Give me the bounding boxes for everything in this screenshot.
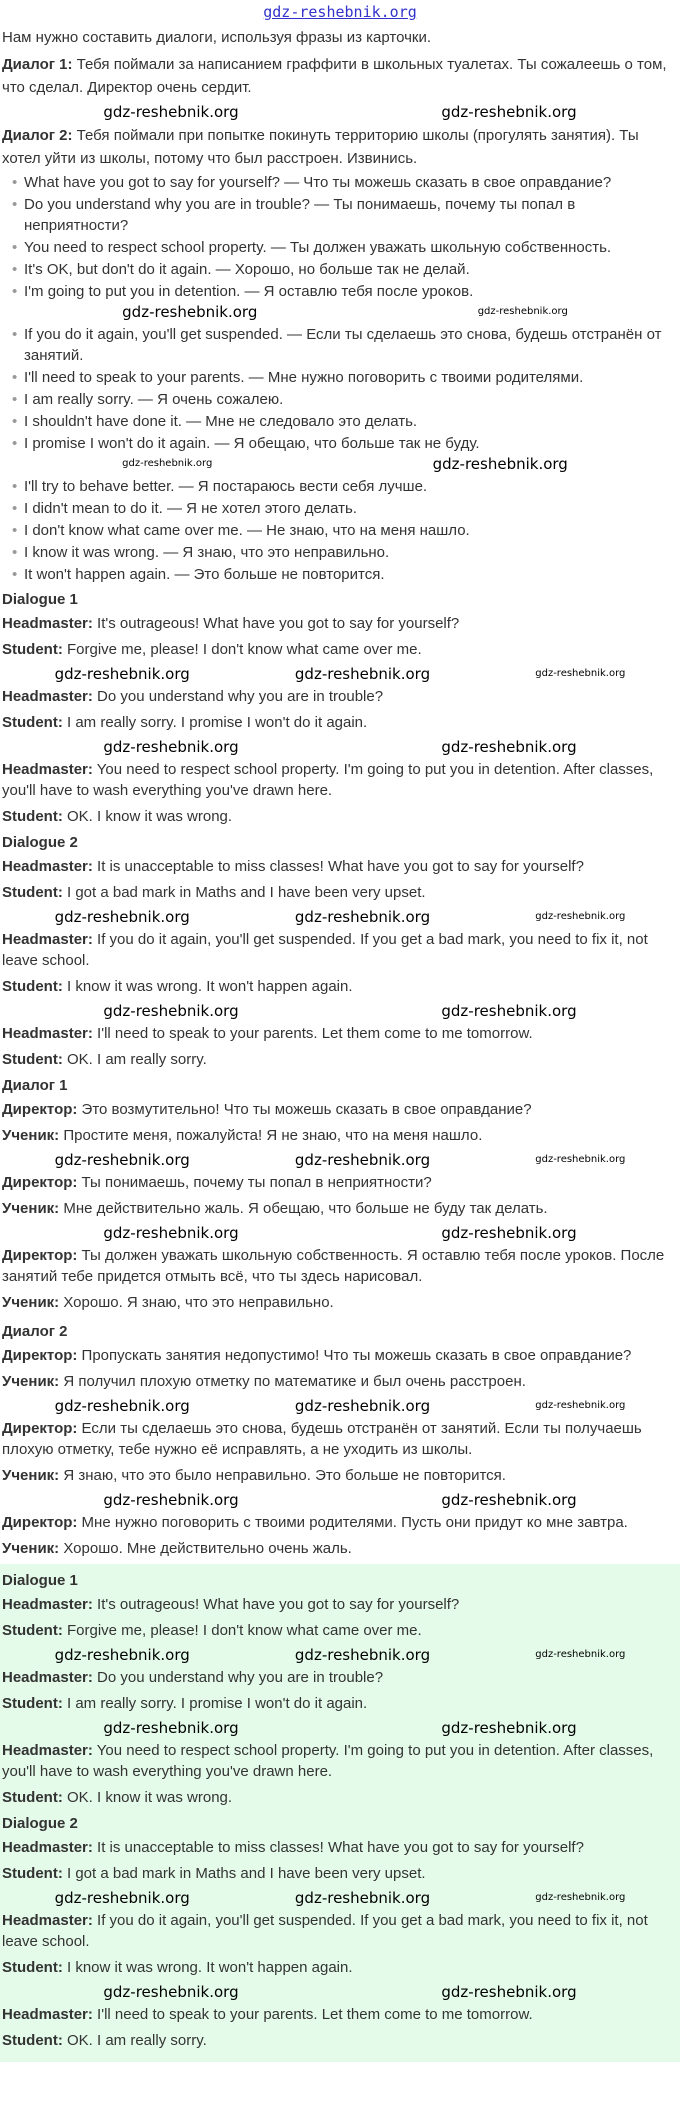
speech: Хорошо. Мне действительно очень жаль.: [59, 1540, 352, 1557]
speaker: Директор:: [2, 1247, 78, 1264]
dialogue-line: [2, 1418, 678, 1460]
dialogue-line: [2, 1740, 678, 1782]
watermark: gdz-reshebnik.org: [103, 1719, 239, 1737]
speaker: Headmaster:: [2, 2006, 93, 2023]
dialogue-line: [2, 882, 678, 903]
speaker: Headmaster:: [2, 1912, 93, 1929]
watermark: gdz-reshebnik.org: [54, 1646, 190, 1664]
dialogue-line: [2, 1245, 678, 1287]
dialogue-line: [2, 1837, 678, 1858]
watermark-row: [2, 1983, 678, 2001]
phrase-item: • I'll need to speak to your parents. — Мне нужно поговорить с твоими родителями.: [12, 367, 678, 388]
watermark: gdz-reshebnik.org: [535, 1154, 626, 1165]
speech: OK. I know it was wrong.: [62, 1789, 233, 1806]
watermark: gdz-reshebnik.org: [441, 738, 577, 756]
watermark: gdz-reshebnik.org: [294, 665, 431, 683]
watermark-row: [2, 1719, 678, 1737]
phrase-item: • Do you understand why you are in trouble? — Ты понимаешь, почему ты попал в неприятности?: [12, 194, 678, 236]
phrase-item: • What have you got to say for yourself? — Что ты можешь сказать в свое оправдание?: [12, 172, 678, 193]
task-2-text: Тебя поймали при попытке покинуть территорию школы (прогулять занятия). Ты хотел уйти из школы, потому что был расстроен. Извинись.: [2, 127, 639, 167]
watermark: gdz-reshebnik.org: [432, 455, 568, 473]
dialogue-title: Диалог 1: [2, 1077, 68, 1094]
watermark: gdz-reshebnik.org: [441, 1224, 577, 1242]
speaker: Ученик:: [2, 1200, 60, 1217]
speech: OK. I am really sorry.: [62, 1051, 207, 1068]
speech: I know it was wrong. It won't happen again.: [62, 1959, 353, 1976]
speaker: Student:: [2, 978, 63, 995]
speaker: Student:: [2, 714, 63, 731]
watermark-row-item: [12, 455, 678, 473]
speech: Do you understand why you are in trouble?: [92, 688, 384, 705]
task-1-text: Тебя поймали за написанием граффити в школьных туалетах. Ты сожалеешь о том, что сделал. Директор очень сердит.: [2, 56, 667, 96]
watermark: gdz-reshebnik.org: [54, 908, 190, 926]
watermark-row: [2, 103, 678, 121]
speech: You need to respect school property. I'm going to put you in detention. After classes, you'll have to wash everything you've drawn here.: [2, 761, 654, 799]
speech: Простите меня, пожалуйста! Я не знаю, что на меня нашло.: [59, 1127, 483, 1144]
watermark: gdz-reshebnik.org: [477, 306, 568, 317]
watermark: gdz-reshebnik.org: [441, 1983, 577, 2001]
phrase-item: • I promise I won't do it again. — Я обещаю, что больше так не буду.: [12, 433, 678, 454]
dialogue-line: [2, 613, 678, 634]
phrase-item: • I am really sorry. — Я очень сожалею.: [12, 389, 678, 410]
phrase-item: • I know it was wrong. — Я знаю, что это неправильно.: [12, 542, 678, 563]
watermark: gdz-reshebnik.org: [103, 1224, 239, 1242]
speech: You need to respect school property. I'm going to put you in detention. After classes, you'll have to wash everything you've drawn here.: [2, 1742, 654, 1780]
dialogue-line: [2, 1787, 678, 1808]
speech: I'll need to speak to your parents. Let them come to me tomorrow.: [92, 2006, 533, 2023]
speaker: Ученик:: [2, 1373, 60, 1390]
speech: Мне нужно поговорить с твоими родителями. Пусть они придут ко мне завтра.: [77, 1514, 628, 1531]
task-2-label: Диалог 2:: [2, 127, 73, 144]
speech: Это возмутительно! Что ты можешь сказать в свое оправдание?: [77, 1101, 532, 1118]
speech: I got a bad mark in Maths and I have been very upset.: [62, 884, 426, 901]
content: [0, 22, 680, 2062]
phrase-item: • It's OK, but don't do it again. — Хорошо, но больше так не делай.: [12, 259, 678, 280]
watermark-row: [2, 665, 678, 683]
phrase-item: • I don't know what came over me. — Не знаю, что на меня нашло.: [12, 520, 678, 541]
speaker: Ученик:: [2, 1127, 60, 1144]
dialogue-line: [2, 1910, 678, 1952]
watermark-row: [2, 1491, 678, 1509]
dialogue-line: [2, 1465, 678, 1486]
speech: OK. I am really sorry.: [62, 2032, 207, 2049]
speaker: Headmaster:: [2, 1742, 93, 1759]
watermark: gdz-reshebnik.org: [441, 1719, 577, 1737]
watermark: gdz-reshebnik.org: [294, 1397, 431, 1415]
dialogue-title: Dialogue 1: [2, 1572, 78, 1589]
speech: It is unacceptable to miss classes! What have you got to say for yourself?: [92, 858, 584, 875]
dialogue-line: [2, 1172, 678, 1193]
dialogue-line: [2, 1620, 678, 1641]
dialogue-line: [2, 976, 678, 997]
watermark: gdz-reshebnik.org: [103, 103, 239, 121]
speaker: Student:: [2, 1789, 63, 1806]
watermark-row: [2, 1646, 678, 1664]
speaker: Ученик:: [2, 1540, 60, 1557]
speech: Я получил плохую отметку по математике и был очень расстроен.: [59, 1373, 526, 1390]
phrase-item: • If you do it again, you'll get suspended. — Если ты сделаешь это снова, будешь отстранён от занятий.: [12, 324, 678, 366]
speaker: Директор:: [2, 1101, 78, 1118]
watermark-row-item: [12, 303, 678, 321]
phrase-item: • I shouldn't have done it. — Мне не следовало это делать.: [12, 411, 678, 432]
dialogue-line: [2, 2004, 678, 2025]
watermark-row: [2, 908, 678, 926]
intro: Нам нужно составить диалоги, используя фразы из карточки.: [2, 29, 432, 46]
speech: It is unacceptable to miss classes! What have you got to say for yourself?: [92, 1839, 584, 1856]
speaker: Headmaster:: [2, 858, 93, 875]
speech: Ты должен уважать школьную собственность. Я оставлю тебя после уроков. После занятий тебе придется отмыть всё, что ты здесь нарисовал.: [2, 1247, 665, 1285]
dialogue-line: [2, 759, 678, 801]
speech: I am really sorry. I promise I won't do it again.: [62, 714, 368, 731]
task-2: [2, 124, 678, 170]
speech: If you do it again, you'll get suspended. If you get a bad mark, you need to fix it, not leave school.: [2, 931, 648, 969]
speech: If you do it again, you'll get suspended. If you get a bad mark, you need to fix it, not leave school.: [2, 1912, 648, 1950]
watermark: gdz-reshebnik.org: [54, 1397, 190, 1415]
watermark: gdz-reshebnik.org: [294, 1151, 431, 1169]
watermark: gdz-reshebnik.org: [294, 908, 431, 926]
dialogue-line: [2, 1667, 678, 1688]
speaker: Headmaster:: [2, 688, 93, 705]
dialogue-line: [2, 1345, 678, 1366]
phrase-item: • You need to respect school property. — Ты должен уважать школьную собственность.: [12, 237, 678, 258]
task-1-label: Диалог 1:: [2, 56, 73, 73]
phrase-item: • It won't happen again. — Это больше не повторится.: [12, 564, 678, 585]
speaker: Student:: [2, 1865, 63, 1882]
watermark: gdz-reshebnik.org: [441, 1002, 577, 1020]
watermark: gdz-reshebnik.org: [122, 458, 213, 469]
dialogue-line: [2, 929, 678, 971]
watermark: gdz-reshebnik.org: [535, 668, 626, 679]
speaker: Headmaster:: [2, 1596, 93, 1613]
speech: I got a bad mark in Maths and I have been very upset.: [62, 1865, 426, 1882]
dialogue-title: Dialogue 2: [2, 1815, 78, 1832]
watermark: gdz-reshebnik.org: [294, 1646, 431, 1664]
watermark: gdz-reshebnik.org: [122, 303, 258, 321]
speaker: Student:: [2, 2032, 63, 2049]
speaker: Student:: [2, 1959, 63, 1976]
speaker: Student:: [2, 1051, 63, 1068]
watermark: gdz-reshebnik.org: [103, 1491, 239, 1509]
speaker: Headmaster:: [2, 615, 93, 632]
dialogue-line: [2, 1863, 678, 1884]
speaker: Headmaster:: [2, 931, 93, 948]
dialogue-title: Dialogue 1: [2, 591, 78, 608]
dialogue-line: [2, 1023, 678, 1044]
phrase-item: • I'll try to behave better. — Я постараюсь вести себя лучше.: [12, 476, 678, 497]
phrase-list: [2, 172, 678, 585]
dialogue-line: [2, 1371, 678, 1392]
dialogue-line: [2, 856, 678, 877]
task-1: [2, 53, 678, 99]
watermark: gdz-reshebnik.org: [535, 911, 626, 922]
speaker: Headmaster:: [2, 1025, 93, 1042]
speaker: Headmaster:: [2, 1839, 93, 1856]
watermark-row: [2, 1889, 678, 1907]
speech: Пропускать занятия недопустимо! Что ты можешь сказать в свое оправдание?: [77, 1347, 632, 1364]
watermark: gdz-reshebnik.org: [103, 1983, 239, 2001]
dialogue-line: [2, 1125, 678, 1146]
speech: Мне действительно жаль. Я обещаю, что больше не буду так делать.: [59, 1200, 548, 1217]
watermark-row: [2, 1002, 678, 1020]
dialogue-line: [2, 1049, 678, 1070]
dialogue-title: Диалог 2: [2, 1323, 68, 1340]
watermark: gdz-reshebnik.org: [535, 1892, 626, 1903]
watermark-row: [2, 738, 678, 756]
watermark-row: [2, 1151, 678, 1169]
dialogue-line: [2, 712, 678, 733]
speech: Do you understand why you are in trouble?: [92, 1669, 384, 1686]
watermark-row: [2, 1397, 678, 1415]
dialogue-title: Dialogue 2: [2, 834, 78, 851]
watermark: gdz-reshebnik.org: [103, 738, 239, 756]
watermark: gdz-reshebnik.org: [294, 1889, 431, 1907]
speaker: Директор:: [2, 1514, 78, 1531]
watermark-row: [2, 1224, 678, 1242]
dialogue-line: [2, 686, 678, 707]
speaker: Директор:: [2, 1347, 78, 1364]
phrase-item: • I didn't mean to do it. — Я не хотел этого делать.: [12, 498, 678, 519]
speech: Ты понимаешь, почему ты попал в неприятности?: [77, 1174, 432, 1191]
dialogue-line: [2, 1538, 678, 1559]
watermark-row: [12, 303, 678, 321]
watermark: gdz-reshebnik.org: [54, 1889, 190, 1907]
watermark: gdz-reshebnik.org: [441, 1491, 577, 1509]
speaker: Ученик:: [2, 1294, 60, 1311]
speech: OK. I know it was wrong.: [62, 808, 233, 825]
watermark: gdz-reshebnik.org: [535, 1400, 626, 1411]
dialogue-line: [2, 806, 678, 827]
speaker: Student:: [2, 808, 63, 825]
dialogue-line: [2, 2030, 678, 2051]
site-link[interactable]: gdz-reshebnik.org: [263, 3, 417, 21]
dialogue-line: [2, 1693, 678, 1714]
speech: It's outrageous! What have you got to say for yourself?: [92, 615, 460, 632]
dialogue-line: [2, 1512, 678, 1533]
dialogue-line: [2, 1099, 678, 1120]
speech: Forgive me, please! I don't know what came over me.: [62, 1622, 422, 1639]
speech: Если ты сделаешь это снова, будешь отстранён от занятий. Если ты получаешь плохую отметку, тебе нужно её исправлять, а не уходить из школы.: [2, 1420, 642, 1458]
speech: I'll need to speak to your parents. Let them come to me tomorrow.: [92, 1025, 533, 1042]
speech: Я знаю, что это было неправильно. Это больше не повторится.: [59, 1467, 506, 1484]
dialogue-line: [2, 1957, 678, 1978]
dialogue-line: [2, 1198, 678, 1219]
speaker: Student:: [2, 1622, 63, 1639]
dialogue-line: [2, 639, 678, 660]
speech: I know it was wrong. It won't happen again.: [62, 978, 353, 995]
speaker: Student:: [2, 884, 63, 901]
speech: I am really sorry. I promise I won't do it again.: [62, 1695, 368, 1712]
watermark: gdz-reshebnik.org: [103, 1002, 239, 1020]
answer-highlight: [0, 1564, 680, 2062]
speech: Хорошо. Я знаю, что это неправильно.: [59, 1294, 334, 1311]
watermark-row: [12, 455, 678, 473]
speech: It's outrageous! What have you got to say for yourself?: [92, 1596, 460, 1613]
speaker: Student:: [2, 641, 63, 658]
speaker: Student:: [2, 1695, 63, 1712]
watermark: gdz-reshebnik.org: [54, 665, 190, 683]
watermark: gdz-reshebnik.org: [535, 1649, 626, 1660]
watermark: gdz-reshebnik.org: [441, 103, 577, 121]
speaker: Headmaster:: [2, 761, 93, 778]
dialogue-line: [2, 1594, 678, 1615]
dialogue-line: [2, 1292, 678, 1313]
speaker: Ученик:: [2, 1467, 60, 1484]
speaker: Директор:: [2, 1174, 78, 1191]
speaker: Директор:: [2, 1420, 78, 1437]
speaker: Headmaster:: [2, 1669, 93, 1686]
phrase-item: • I'm going to put you in detention. — Я оставлю тебя после уроков.: [12, 281, 678, 302]
watermark: gdz-reshebnik.org: [54, 1151, 190, 1169]
speech: Forgive me, please! I don't know what came over me.: [62, 641, 422, 658]
